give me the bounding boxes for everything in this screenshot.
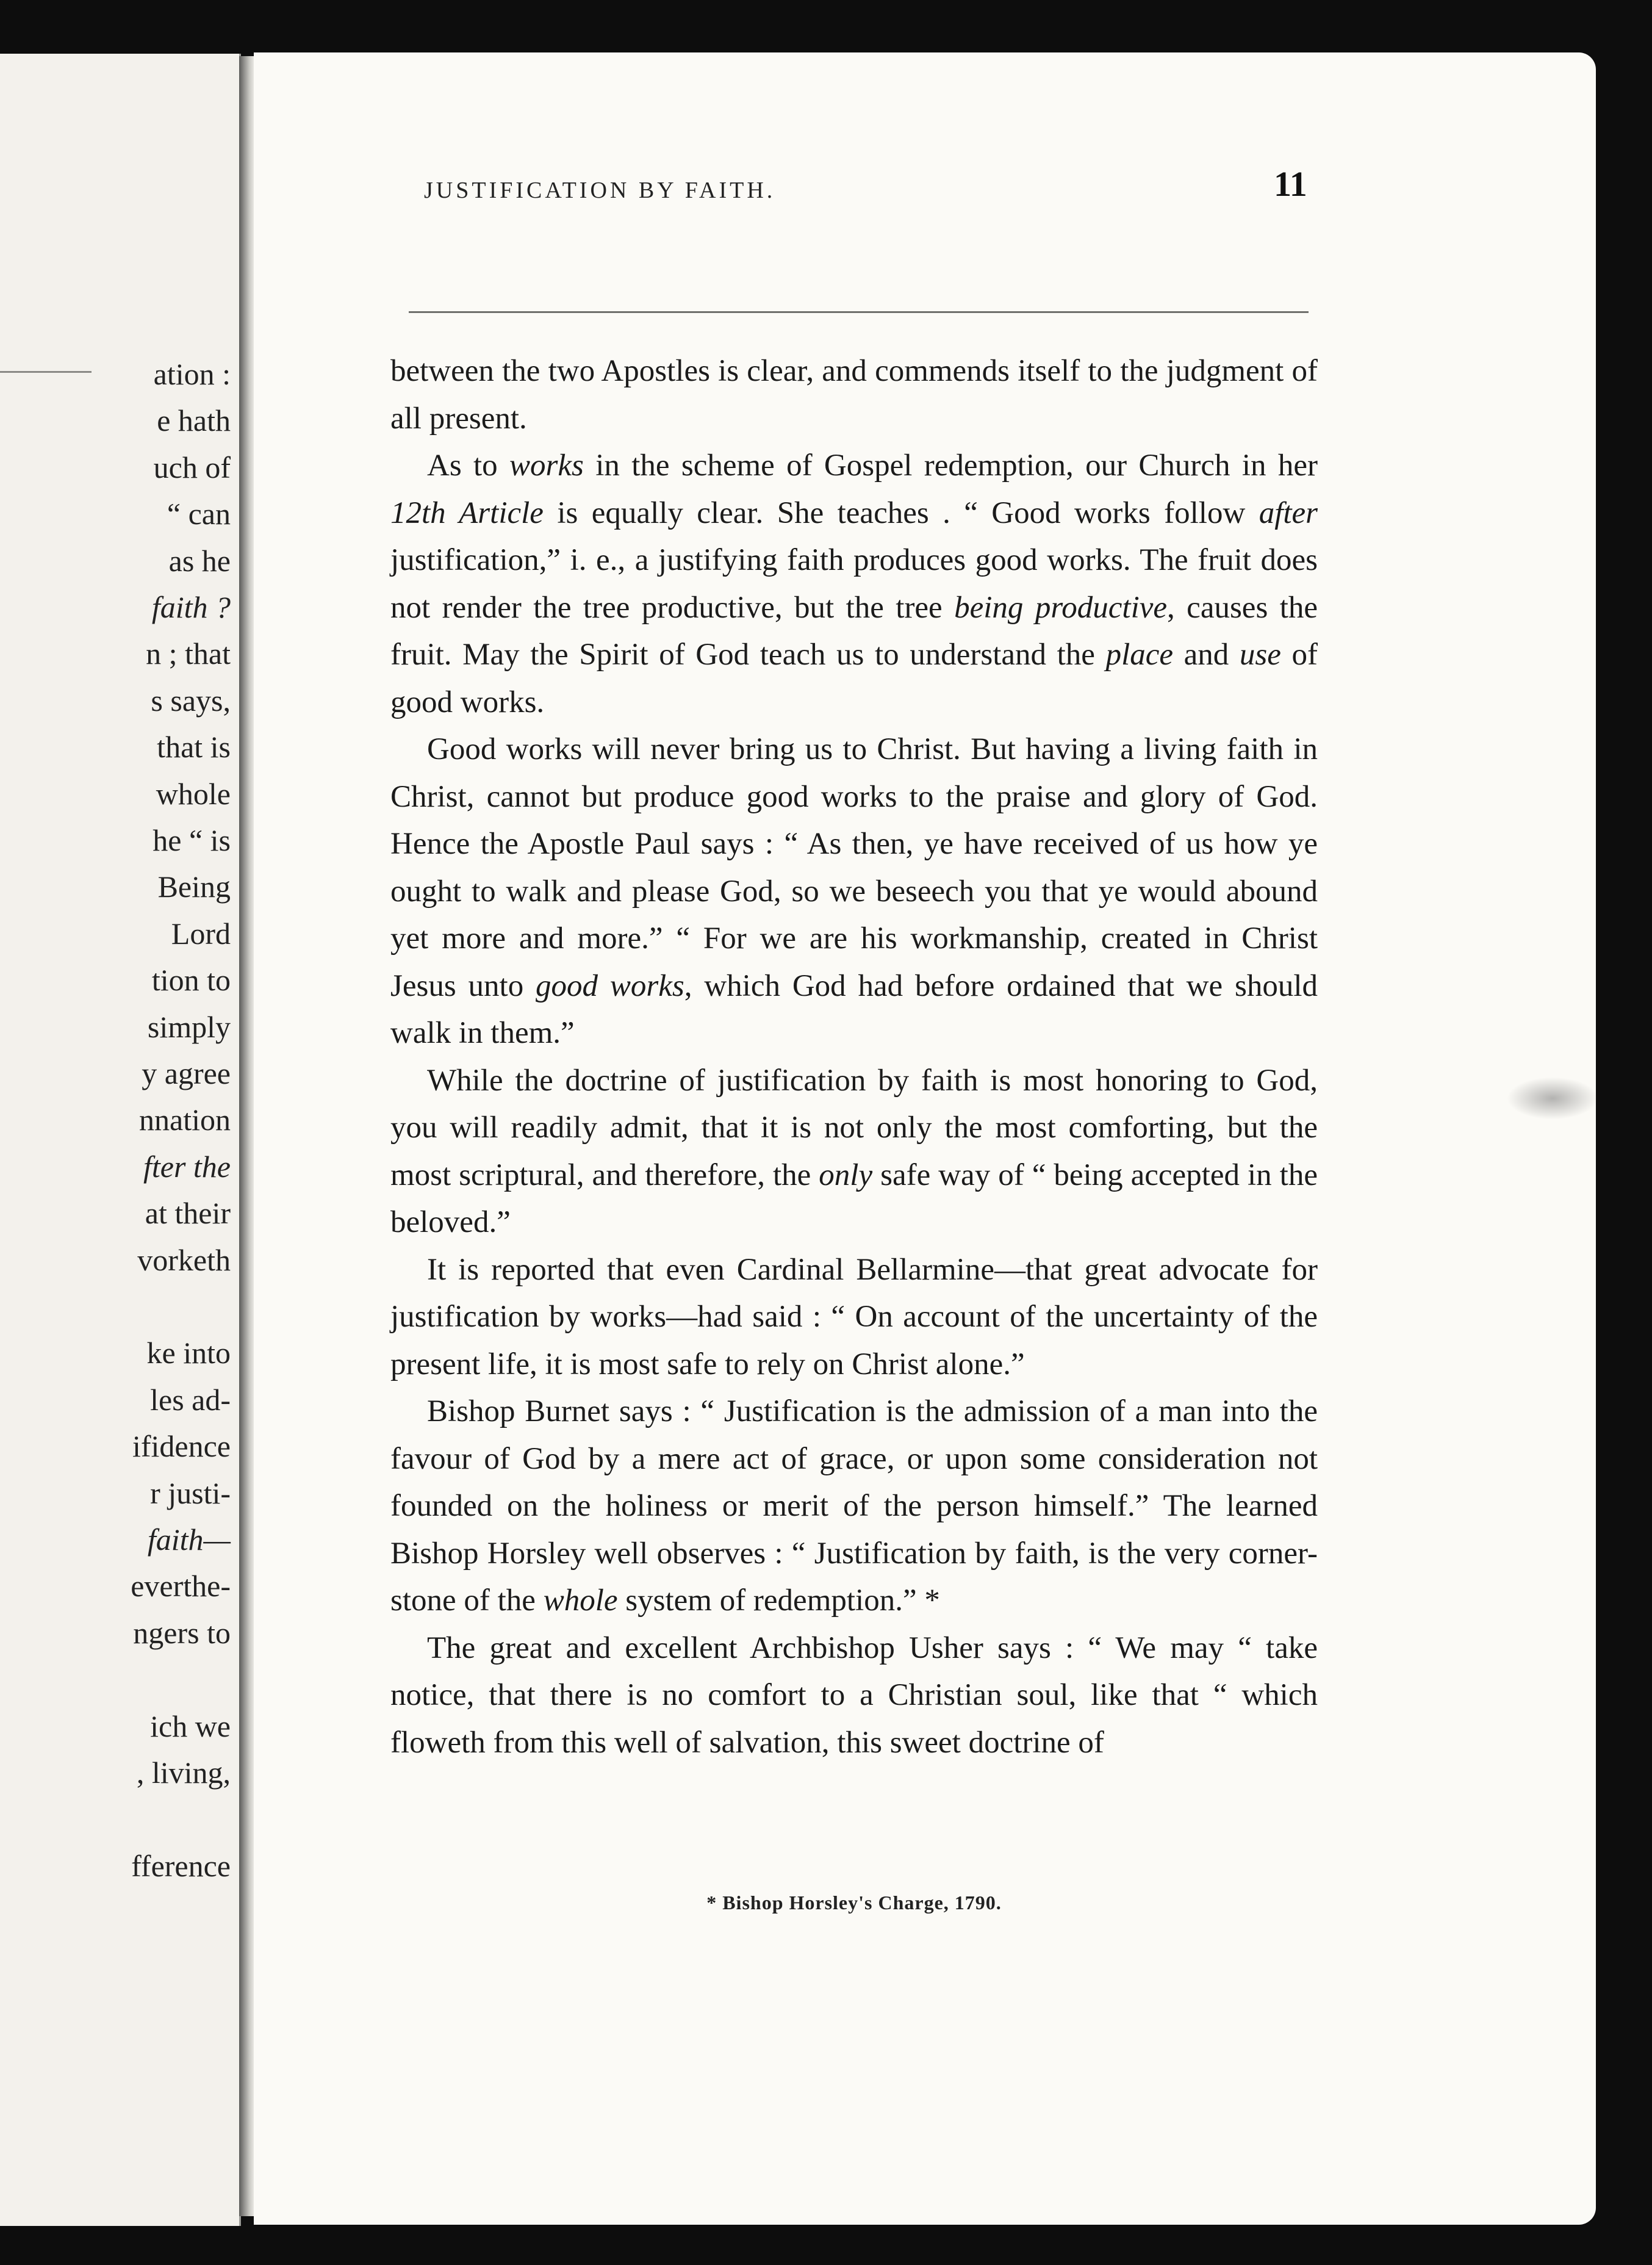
paragraph [390, 1247, 1318, 1389]
left-page-line: les ad- [150, 1382, 231, 1417]
left-page-line: nnation [139, 1103, 231, 1137]
left-page-line: y agree [142, 1056, 231, 1090]
text-run: system of redemption.” * [617, 1583, 940, 1618]
left-page-line: ngers to [133, 1615, 231, 1650]
left-page-line: , living, [136, 1755, 231, 1790]
left-page-line: “ can [167, 497, 231, 531]
text-run: is equally clear. She teaches . “ Good works follow [543, 495, 1259, 530]
left-page-line: tion to [151, 963, 231, 998]
left-page-line: he “ is [153, 823, 231, 857]
italic-text: place [1105, 638, 1174, 672]
left-page-line: ation : [153, 357, 231, 391]
paragraph [390, 1388, 1318, 1625]
left-page-line: Being [157, 870, 231, 904]
text-run: As to [427, 448, 510, 483]
italic-text: whole [543, 1583, 618, 1618]
left-page-line: Lord [171, 916, 231, 951]
paragraph [390, 1057, 1318, 1247]
italic-text: after [1259, 495, 1318, 530]
left-page-line: at their [145, 1196, 231, 1231]
running-head: JUSTIFICATION BY FAITH. [424, 178, 776, 203]
left-page-line: everthe- [131, 1569, 231, 1604]
left-page-line: as he [168, 543, 231, 578]
left-page-line: faith— [147, 1522, 231, 1557]
italic-text: 12th Article [390, 495, 544, 530]
italic-text: only [819, 1158, 873, 1192]
book-gutter [239, 56, 254, 2216]
left-page-line: fference [131, 1848, 231, 1883]
italic-text: being productive [954, 590, 1168, 625]
italic-text: good works [536, 968, 684, 1003]
text-run: of good works. [390, 638, 1318, 719]
left-page-line: faith ? [151, 590, 231, 624]
text-run: While the doctrine of justification by faith is most honoring to God, you will readily admit, that it is not only the most comforting, but the most scriptural, and therefore, the [390, 1063, 1318, 1192]
page-number: 11 [1274, 164, 1307, 204]
header-rule [409, 311, 1309, 313]
left-page-line: fter the [143, 1149, 231, 1184]
text-run: justification,” i. e., a justifying faith produces good works. The fruit does not render the tree productive, but the tree [390, 543, 1318, 625]
left-page-line: simply [147, 1009, 231, 1044]
left-page-line: whole [156, 776, 231, 811]
text-run: , which God had before ordained that we should walk in them.” [390, 968, 1318, 1050]
text-run: Good works will never bring us to Christ. But having a living faith in Christ, cannot but produce good works to the praise and glory of God. Hence the Apostle Paul says : “ As then, ye have received of us how ye ought to walk and please God, so we beseech you that ye would abound yet more and more.” “ For we are his workmanship, created in Christ Jesus unto [390, 732, 1318, 1003]
text-run: between the two Apostles is clear, and commends itself to the judgment of all present. [390, 354, 1318, 436]
paragraph [390, 1625, 1318, 1767]
left-page-line: vorketh [137, 1242, 231, 1277]
left-page-line: ke into [146, 1336, 231, 1370]
scan-smudge [1507, 1077, 1598, 1120]
left-page-line: ifidence [132, 1429, 231, 1464]
paragraph [390, 348, 1318, 442]
left-page-line: uch of [153, 450, 231, 484]
left-page-line: s says, [151, 683, 231, 718]
left-page-rule [0, 371, 92, 373]
body-text [390, 348, 1318, 1766]
text-run: in the scheme of Gospel redemption, our Church in her [583, 448, 1318, 483]
footnote: * Bishop Horsley's Charge, 1790. [706, 1892, 1002, 1914]
text-run: and [1173, 638, 1240, 672]
left-page-line: e hath [157, 403, 231, 438]
text-run: It is reported that even Cardinal Bellarmine—that great advocate for justification by works—had said : “ On account of the uncertainty of the present life, it is most safe to rely on Christ alone.” [390, 1252, 1318, 1381]
paragraph [390, 726, 1318, 1057]
italic-text: works [509, 448, 584, 483]
left-page-line: n ; that [146, 636, 231, 671]
left-page-line: r justi- [150, 1475, 231, 1510]
left-page-line: that is [157, 730, 231, 765]
text-run: safe way of “ being accepted in the beloved.” [390, 1158, 1318, 1239]
text-run: Bishop Burnet says : “ Justification is the admission of a man into the favour of God by a mere act of grace, or upon some consideration not founded on the holiness or merit of the person himself.” The learned Bishop Horsley well observes : “ Justification by faith, is the very corner-stone of the [390, 1394, 1318, 1618]
italic-text: use [1239, 638, 1281, 672]
text-run: , causes the fruit. May the Spirit of God teach us to understand the [390, 590, 1318, 672]
left-page-line: ich we [150, 1709, 231, 1743]
text-run: The great and excellent Archbishop Usher says : “ We may “ take notice, that there is no comfort to a Christian soul, like that “ which floweth from this well of salvation, this sweet doctrine of [390, 1630, 1318, 1760]
paragraph [390, 442, 1318, 726]
left-page [0, 54, 241, 2226]
